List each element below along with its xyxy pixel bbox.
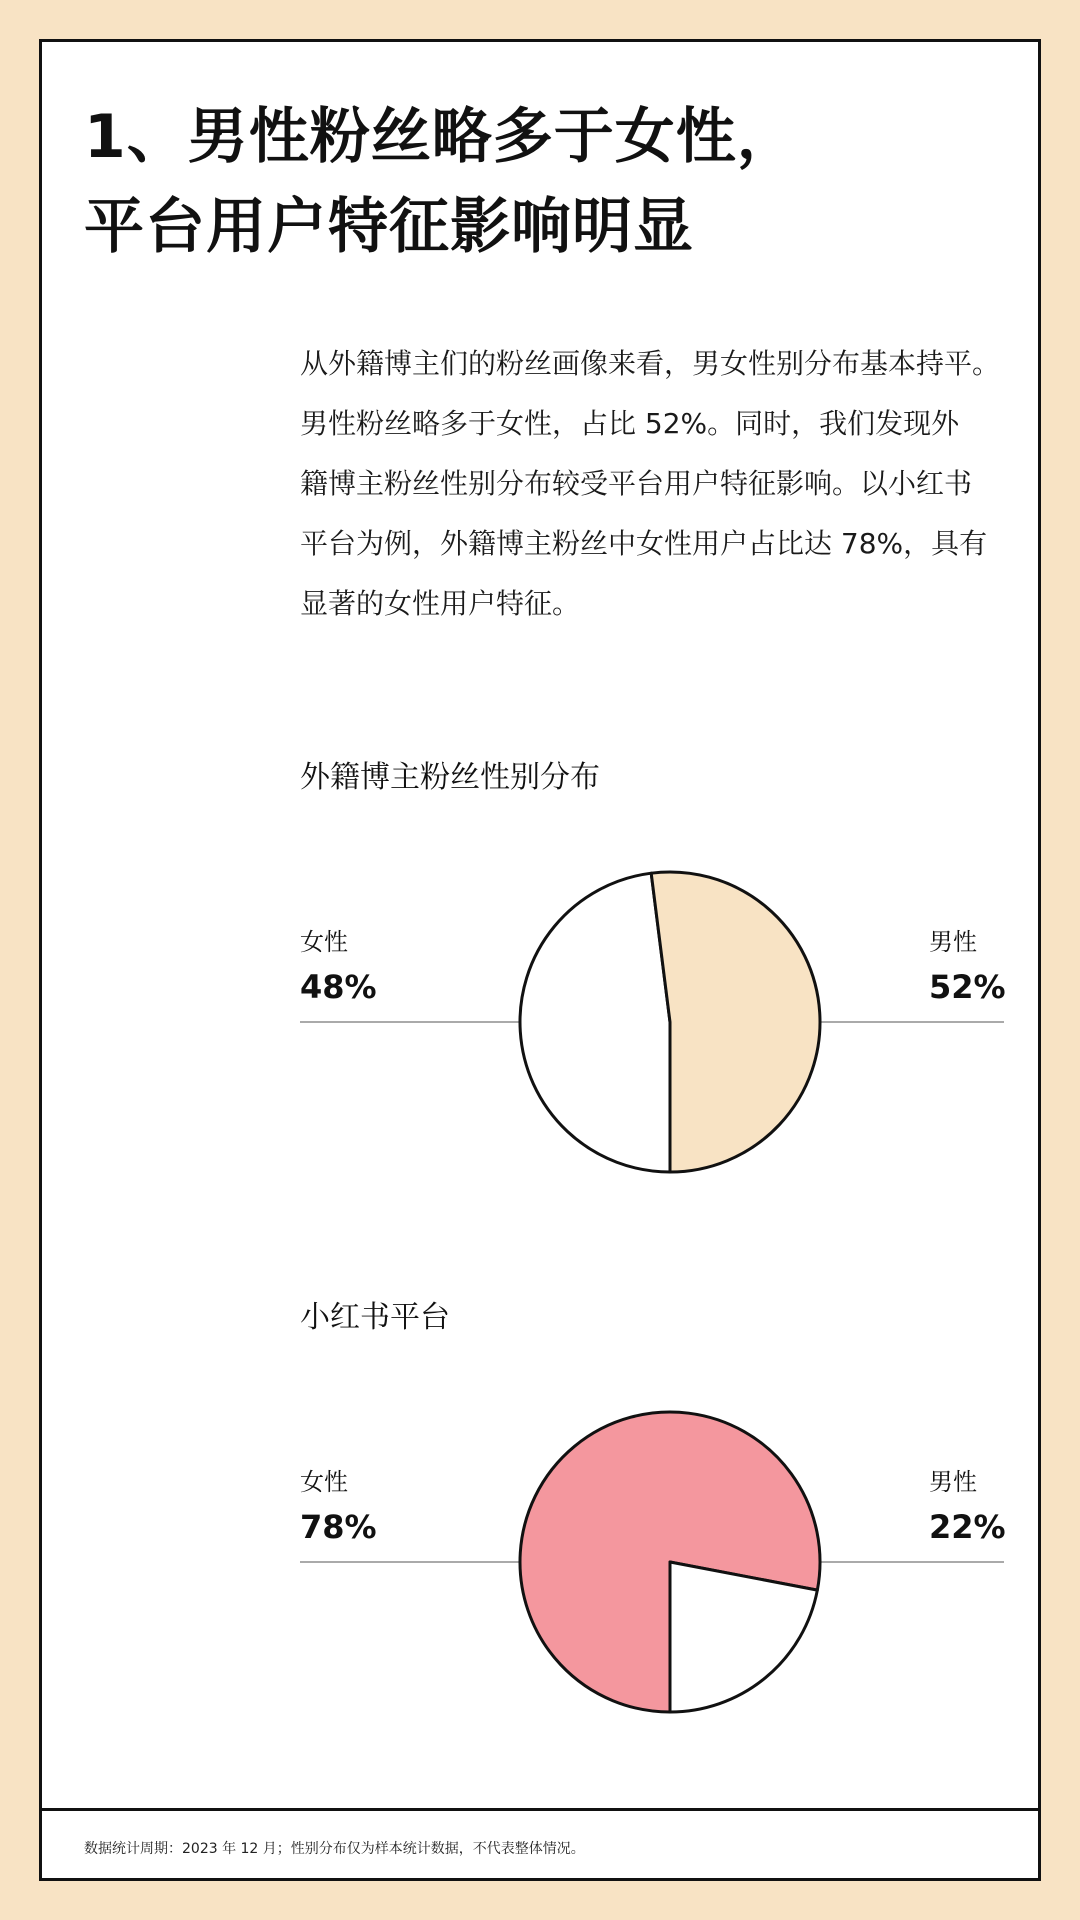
pie-slice-female: [520, 873, 670, 1172]
intro-paragraph: [300, 334, 1020, 634]
pie-slice-male: [651, 872, 820, 1172]
pie-value-female: 78%: [300, 1508, 377, 1546]
pie-value-male: 52%: [929, 968, 1006, 1006]
xiaohongshu-chart-title: 小红书平台: [300, 1300, 450, 1335]
page-title-line-1: 1、男性粉丝略多于女性，: [84, 102, 798, 172]
intro-line-3: 籍博主粉丝性别分布较受平台用户特征影响。以小红书: [300, 467, 973, 500]
overall-gender-chart-title: 外籍博主粉丝性别分布: [300, 760, 600, 795]
pie-label-female: 女性: [300, 1468, 348, 1496]
pie-label-male: 男性: [929, 928, 977, 956]
footer-divider: [42, 1808, 1038, 1811]
footer-note: 数据统计周期：2023 年 12 月；性别分布仅为样本统计数据，不代表整体情况。: [84, 1841, 585, 1857]
pie-value-male: 22%: [929, 1508, 1006, 1546]
page-title: [84, 92, 798, 272]
xiaohongshu-gender-pie-chart: [42, 1407, 1044, 1737]
overall-gender-pie-chart: [42, 867, 1044, 1197]
intro-line-4: 平台为例，外籍博主粉丝中女性用户占比达 78%，具有: [300, 527, 988, 560]
intro-line-5: 显著的女性用户特征。: [300, 587, 581, 620]
page-title-line-2: 平台用户特征影响明显: [84, 192, 694, 262]
intro-line-1: 从外籍博主们的粉丝画像来看，男女性别分布基本持平。: [300, 347, 1001, 380]
pie-label-male: 男性: [929, 1468, 977, 1496]
report-card: [39, 39, 1041, 1881]
pie-value-female: 48%: [300, 968, 377, 1006]
pie-slice-male: [670, 1562, 817, 1712]
pie-label-female: 女性: [300, 928, 348, 956]
intro-line-2: 男性粉丝略多于女性，占比 52%。同时，我们发现外: [300, 407, 960, 440]
